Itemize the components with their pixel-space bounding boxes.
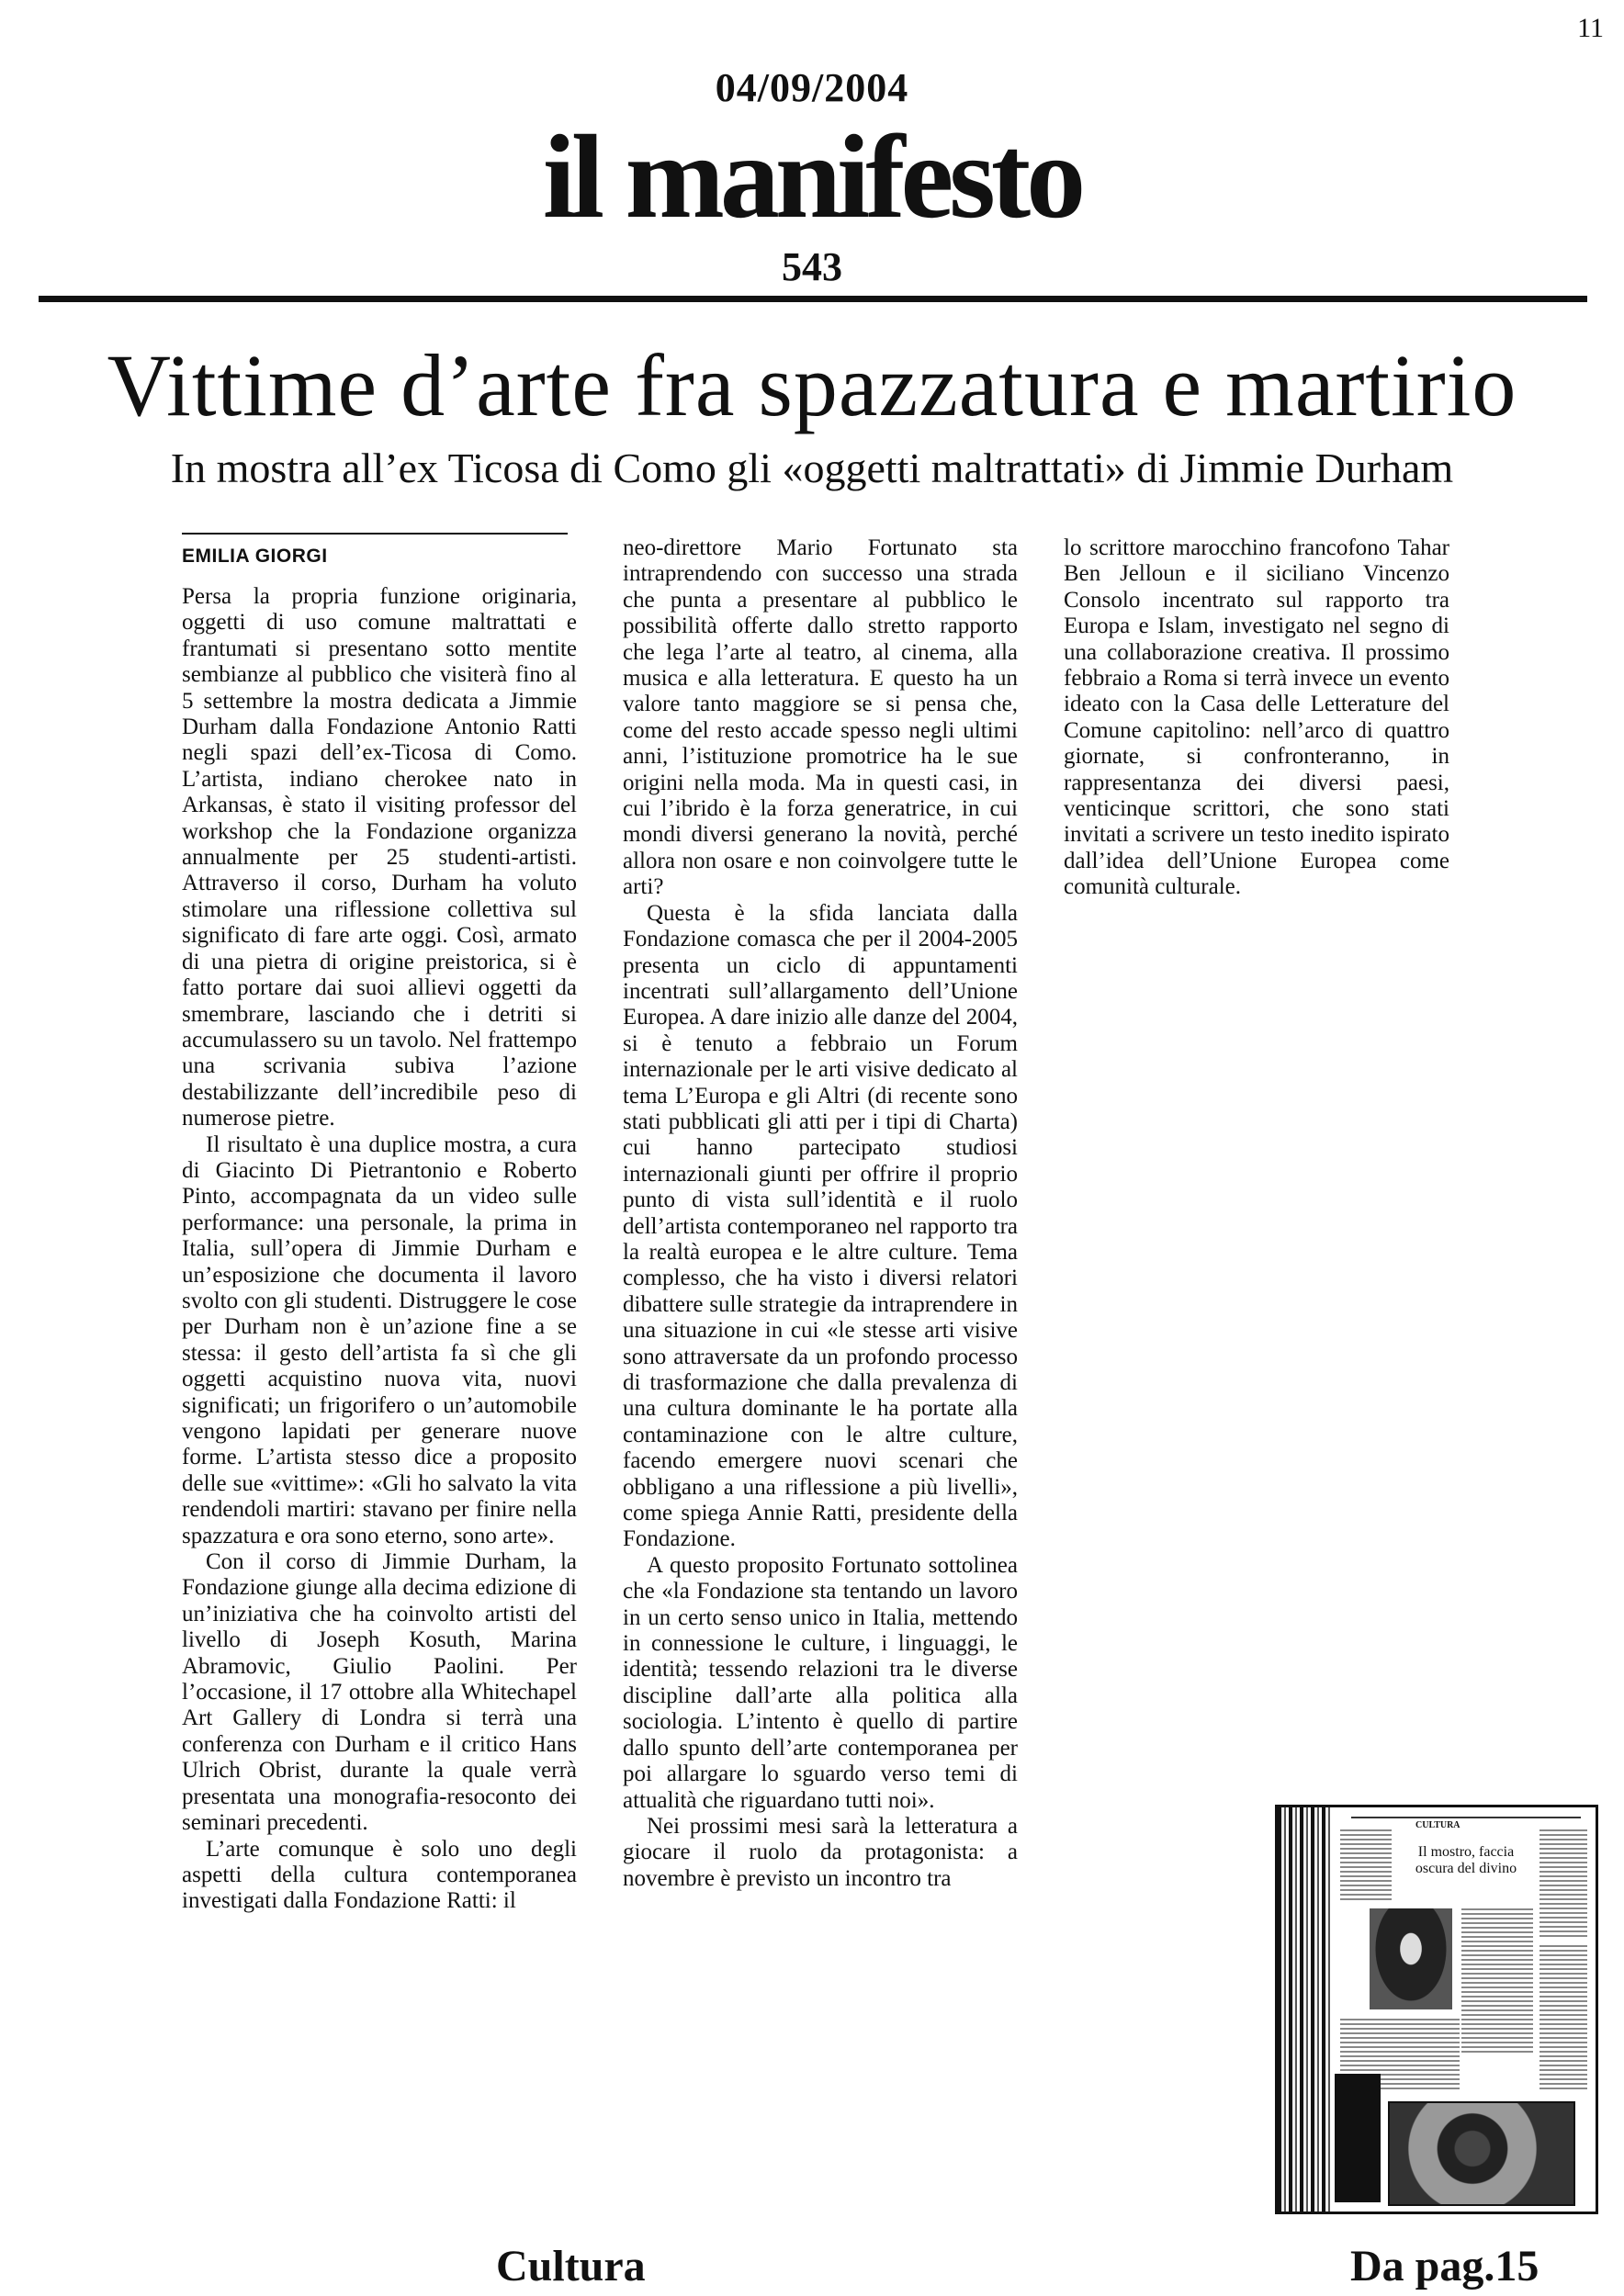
author-byline: EMILIA GIORGI <box>182 546 328 567</box>
paragraph: Nei prossimi mesi sarà la letteratura a giocare il ruolo da protagonista: a novembre è previsto un incontro tra <box>623 1813 1018 1891</box>
thumbnail-portrait-image <box>1370 1908 1452 2009</box>
newspaper-masthead: il manifesto <box>542 111 1082 243</box>
article-column-1 <box>182 584 577 2219</box>
thumbnail-text-block <box>1340 1829 1392 1903</box>
page-number: 11 <box>1577 13 1604 43</box>
thumbnail-text-block <box>1461 1908 1533 2055</box>
byline-divider <box>182 533 568 535</box>
issue-number: 543 <box>782 244 842 289</box>
paragraph: Con il corso di Jimmie Durham, la Fondazione giunge alla decima edizione di un’iniziativa che ha coinvolto artisti del livello di Joseph Kosuth, Marina Abramovic, Giulio Paolini. Per l’occasione, il 17 ottobre alla Whitechapel Art Gallery di Londra si terrà una conferenza con Durham e il critico Hans Ulrich Obrist, durante la quale verrà presentata una monografia-resoconto dei seminari precedenti. <box>182 1549 577 1836</box>
article-subhead: In mostra all’ex Ticosa di Como gli «oggetti maltrattati» di Jimmie Durham <box>170 445 1454 491</box>
source-page-reference: Da pag.15 <box>1350 2242 1539 2290</box>
article-headline: Vittime d’arte fra spazzatura e martirio <box>107 336 1517 434</box>
thumbnail-dark-image <box>1335 2074 1381 2202</box>
article-column-3 <box>1064 535 1449 1013</box>
article-column-2 <box>623 535 1018 2216</box>
thumbnail-sidebar-strip <box>1278 1807 1333 2212</box>
paragraph: Il risultato è una duplice mostra, a cura di Giacinto Di Pietrantonio e Roberto Pinto, accompagnata da un video sulle performance: una personale, la prima in Italia, sull’opera di Jimmie Durham e un’esposizione che documenta il lavoro svolto con gli studenti. Distruggere le cose per Durham non è un’azione fine a se stessa: il gesto dell’artista fa sì che gli oggetti acquistino nuova vita, nuovi significati; un frigorifero o un’automobile vengono lapidati per generare nuove forme. L’artista stesso dice a proposito delle sue «vittime»: «Gli ho salvato la vita rendendoli martiri: stavano per finire nella spazzatura e ora sono eterno, sono arte». <box>182 1131 577 1548</box>
header-divider <box>39 296 1587 302</box>
publication-date: 04/09/2004 <box>715 65 909 110</box>
paragraph: Questa è la sfida lanciata dalla Fondazione comasca che per il 2004-2005 presenta un ciclo di appuntamenti incentrati sull’allargamento dell’Unione Europea. A dare inizio alle danze del 2004, si è tenuto a febbraio un Forum internazionale per le arti visive dedicato al tema L’Europa e gli Altri (di recente sono stati pubblicati gli atti per i tipi di Charta) cui hanno partecipato studiosi internazionali giunti per offrire il proprio punto di vista sull’identità e il ruolo dell’artista contemporaneo nel rapporto tra la realtà europea e le altre culture. Tema complesso, che ha visto i diversi relatori dibattere sulle strategie da intraprendere in una situazione in cui «le stesse arti visive sono attraversate da un profondo processo di trasformazione che dalla prevalenza di una cultura dominante le ha portate alla contaminazione con le altre culture, facendo emergere nuovi scenari che obbligano a una riflessione a più livelli», come spiega Annie Ratti, presidente della Fondazione. <box>623 900 1018 1552</box>
paragraph: A questo proposito Fortunato sottolinea che «la Fondazione sta tentando un lavoro in un certo senso unico in Italia, mettendo in connessione le culture, i linguaggi, le identità; tessendo relazioni tra le diverse discipline dall’arte alla politica alla sociologia. L’intento è quello di partire dallo spunto dell’arte contemporanea per poi allargare lo sguardo verso temi di attualità che riguardano tutti noi». <box>623 1552 1018 1813</box>
thumbnail-photo <box>1388 2101 1575 2206</box>
paragraph: lo scrittore marocchino francofono Tahar Ben Jelloun e il siciliano Vincenzo Consolo incentrato sul rapporto tra Europa e Islam, investigato nel segno di una collaborazione creativa. Il prossimo febbraio a Roma si terrà invece un evento ideato con la Casa delle Letterature del Comune capitolino: nell’arco di quattro giornate, si confronteranno, in rappresentanza dei diversi paesi, venticinque scrittori, che sono stati invitati a scrivere un testo inedito ispirato dall’idea dell’Unione Europea come comunità culturale. <box>1064 535 1449 900</box>
paragraph: neo-direttore Mario Fortunato sta intraprendendo con successo una strada che punta a presentare al pubblico le possibilità offerte dallo stretto rapporto che lega l’arte al teatro, al cinema, alla musica e alla letteratura. E questo ha un valore tanto maggiore se si pensa che, come del resto accade spesso negli ultimi anni, l’istituzione promotrice ha le sue origini nella moda. Ma in questi casi, in cui l’ibrido è la forza generatrice, in cui mondi diversi generano la novità, perché allora non osare e non coinvolgere tutte le arti? <box>623 535 1018 900</box>
thumbnail-text-block <box>1539 1945 1587 2092</box>
thumbnail-header-rule <box>1351 1817 1581 1826</box>
paragraph: L’arte comunque è solo uno degli aspetti della cultura contemporanea investigati dalla Fondazione Ratti: il <box>182 1836 577 1914</box>
section-label: Cultura <box>496 2242 646 2290</box>
thumbnail-text-block <box>1539 1829 1587 1940</box>
thumbnail-headline: Il mostro, faccia oscura del divino <box>1415 1844 1517 1876</box>
thumbnail-section-label: CULTURA <box>1415 1820 1460 1830</box>
paragraph: Persa la propria funzione originaria, oggetti di uso comune maltrattati e frantumati si presentano sotto mentite sembianze al pubblico che visiterà fino al 5 settembre la mostra dedicata a Jimmie Durham dalla Fondazione Antonio Ratti negli spazi dell’ex-Ticosa di Como. L’artista, indiano cherokee nato in Arkansas, è stato il visiting professor del workshop che la Fondazione organizza annualmente per 25 studenti-artisti. Attraverso il corso, Durham ha voluto stimolare una riflessione collettiva sul significato di fare arte oggi. Così, armato di una pietra di origine preistorica, si è fatto portare dai suoi allievi oggetti da smembrare, lasciando che i detriti si accumulassero su un tavolo. Nel frattempo una scrivania subiva l’azione destabilizzante dell’incredibile peso di numerose pietre. <box>182 584 577 1131</box>
referenced-page-thumbnail <box>1275 1805 1598 2214</box>
